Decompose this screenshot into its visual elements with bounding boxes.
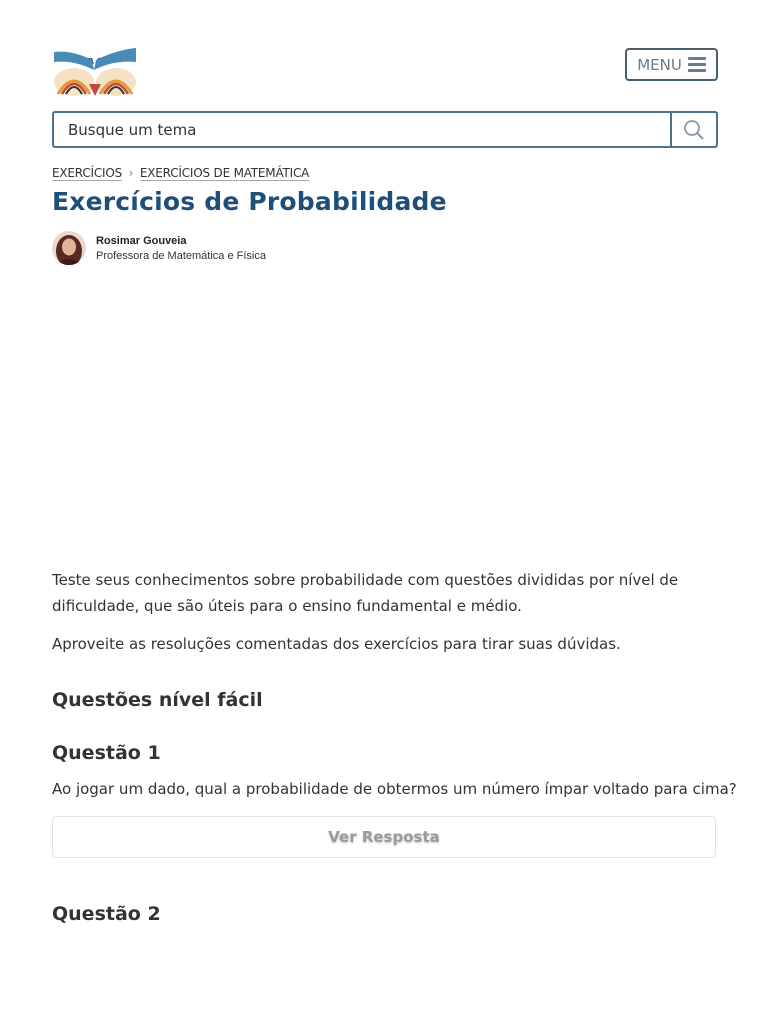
- menu-button[interactable]: [625, 48, 718, 81]
- intro-paragraph: Teste seus conhecimentos sobre probabilidade com questões divididas por nível de dificuldade, que são úteis para o ensino fundamental e médio.: [52, 571, 679, 615]
- author-name[interactable]: Rosimar Gouveia: [96, 234, 187, 247]
- breadcrumb-separator: ›: [128, 166, 134, 180]
- avatar: [52, 231, 86, 265]
- intro-paragraph-2: Aproveite as resoluções comentadas dos exercícios para tirar suas dúvidas.: [52, 635, 621, 653]
- breadcrumb-item-exercicios-matematica[interactable]: EXERCÍCIOS DE MATEMÁTICA: [139, 166, 310, 180]
- question-1-heading: Questão 1: [52, 742, 161, 764]
- search-bar: [52, 111, 718, 148]
- show-answer-button[interactable]: Ver Resposta: [52, 816, 716, 858]
- question-1-text: Ao jogar um dado, qual a probabilidade de obtermos um número ímpar voltado para cima?: [52, 780, 737, 798]
- author-role: Professora de Matemática e Física: [96, 249, 266, 262]
- author-block: [52, 231, 266, 265]
- question-2-heading: Questão 2: [52, 903, 161, 925]
- owl-logo-icon: [52, 46, 138, 98]
- breadcrumb-item-exercicios[interactable]: EXERCÍCIOS: [52, 166, 123, 180]
- site-logo[interactable]: [52, 46, 138, 98]
- page-title: Exercícios de Probabilidade: [52, 187, 447, 216]
- breadcrumb: [52, 166, 309, 180]
- level-heading: Questões nível fácil: [52, 689, 263, 711]
- search-button[interactable]: [670, 113, 716, 146]
- search-icon: [683, 119, 705, 141]
- hamburger-icon: [688, 57, 706, 72]
- menu-label: MENU: [637, 55, 682, 74]
- search-input[interactable]: [54, 113, 670, 146]
